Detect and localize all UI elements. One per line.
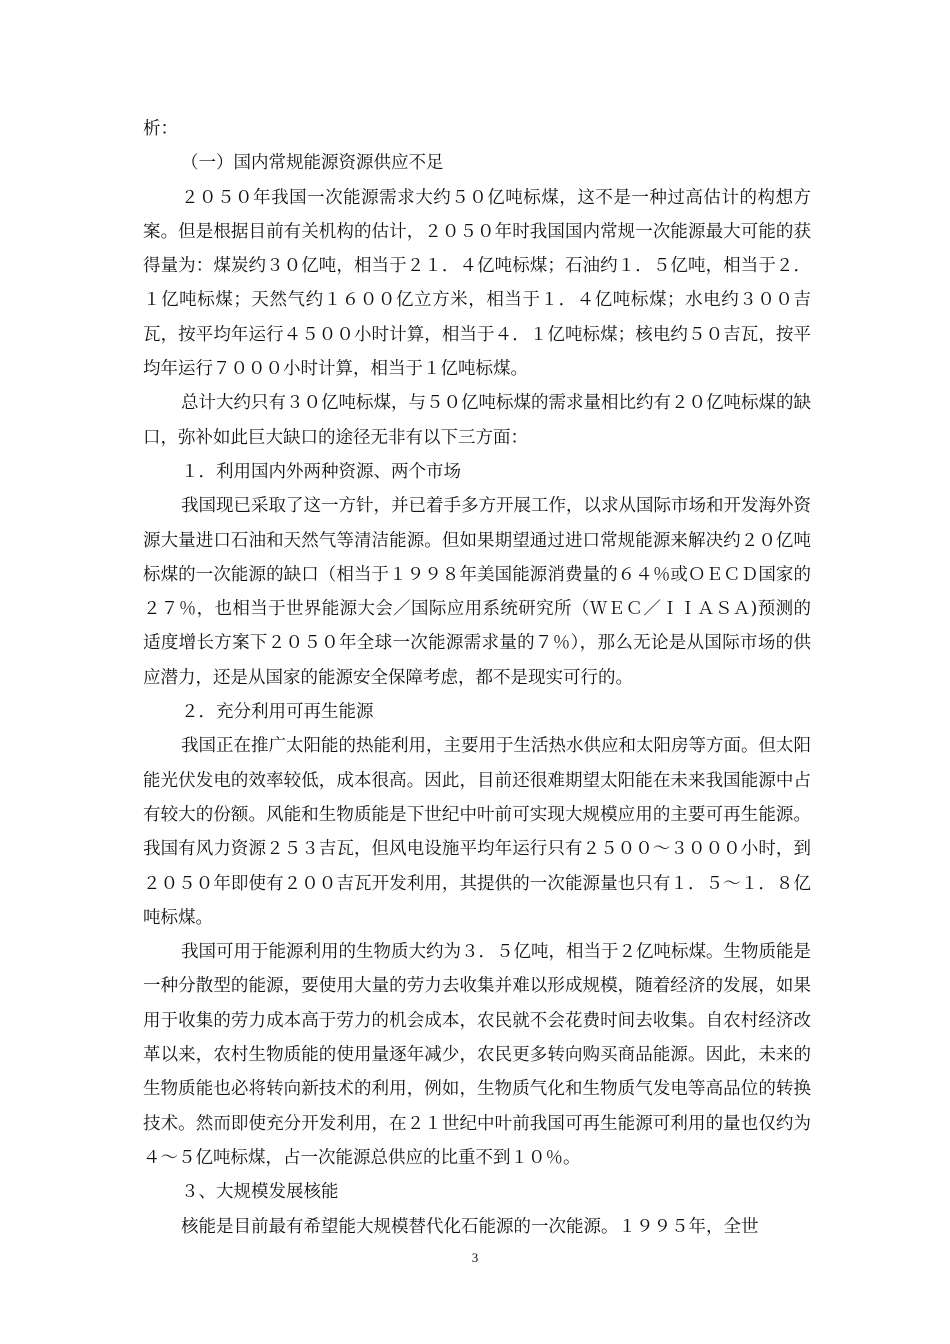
paragraph-continuation: 析： [143,119,178,139]
paragraph: 总计大约只有３０亿吨标煤，与５０亿吨标煤的需求量相比约有２０亿吨标煤的缺口，弥补如此巨大缺口的途径无非有以下三方面： [143,393,811,448]
subsection-heading-2: ２．充分利用可再生能源 [181,702,374,723]
page-number: 3 [471,1250,479,1265]
paragraph: 我国现已采取了这一方针，并已着手多方开展工作，以求从国际市场和开发海外资源大量进口石油和天然气等清洁能源。但如果期望通过进口常规能源来解决约２０亿吨标煤的一次能源的缺口（相当于１９９８年美国能源消费量的６４％或ＯＥＣＤ国家的２７％，也相当于世界能源大会／国际应用系统研究所（ＷＥＣ／ＩＩＡＳＡ)预测的适度增长方案下２０５０年全球一次能源需求量的７％），那么无论是从国际市场的供应潜力，还是从国家的能源安全保障考虑，都不是现实可行的。 [143,496,811,688]
paragraph: 我国可用于能源利用的生物质大约为３．５亿吨，相当于２亿吨标煤。生物质能是一种分散型的能源，要使用大量的劳力去收集并难以形成规模，随着经济的发展，如果用于收集的劳力成本高于劳力的机会成本，农民就不会花费时间去收集。自农村经济改革以来，农村生物质能的使用量逐年减少，农民更多转向购买商品能源。因此，未来的生物质能也必将转向新技术的利用，例如，生物质气化和生物质气发电等高品位的转换技术。然而即使充分开发利用，在２１世纪中叶前我国可再生能源可利用的量也仅约为４～５亿吨标煤，占一次能源总供应的比重不到１０％。 [143,942,811,1168]
paragraph: 我国正在推广太阳能的热能利用，主要用于生活热水供应和太阳房等方面。但太阳能光伏发电的效率较低，成本很高。因此，目前还很难期望太阳能在未来我国能源中占有较大的份额。风能和生物质能是下世纪中叶前可实现大规模应用的主要可再生能源。我国有风力资源２５３吉瓦，但风电设施平均年运行只有２５００～３０００小时，到２０５０年即使有２００吉瓦开发利用，其提供的一次能源量也只有１．５～１．８亿吨标煤。 [143,736,811,928]
subsection-heading-1: １．利用国内外两种资源、两个市场 [181,461,461,482]
body-text [143,112,811,1244]
subsection-heading-3: ３、大规模发展核能 [181,1182,339,1203]
paragraph: ２０５０年我国一次能源需求大约５０亿吨标煤，这不是一种过高估计的构想方案。但是根据目前有关机构的估计，２０５０年时我国国内常规一次能源最大可能的获得量为：煤炭约３０亿吨，相当于２１．４亿吨标煤；石油约１．５亿吨，相当于２．１亿吨标煤；天然气约１６００亿立方米，相当于１．４亿吨标煤；水电约３００吉瓦，按平均年运行４５００小时计算，相当于４．１亿吨标煤；核电约５０吉瓦，按平均年运行７０００小时计算，相当于１亿吨标煤。 [143,187,811,380]
section-heading-1: （一）国内常规能源资源供应不足 [181,153,444,174]
paragraph: 核能是目前最有希望能大规模替代化石能源的一次能源。１９９５年，全世 [181,1216,759,1237]
